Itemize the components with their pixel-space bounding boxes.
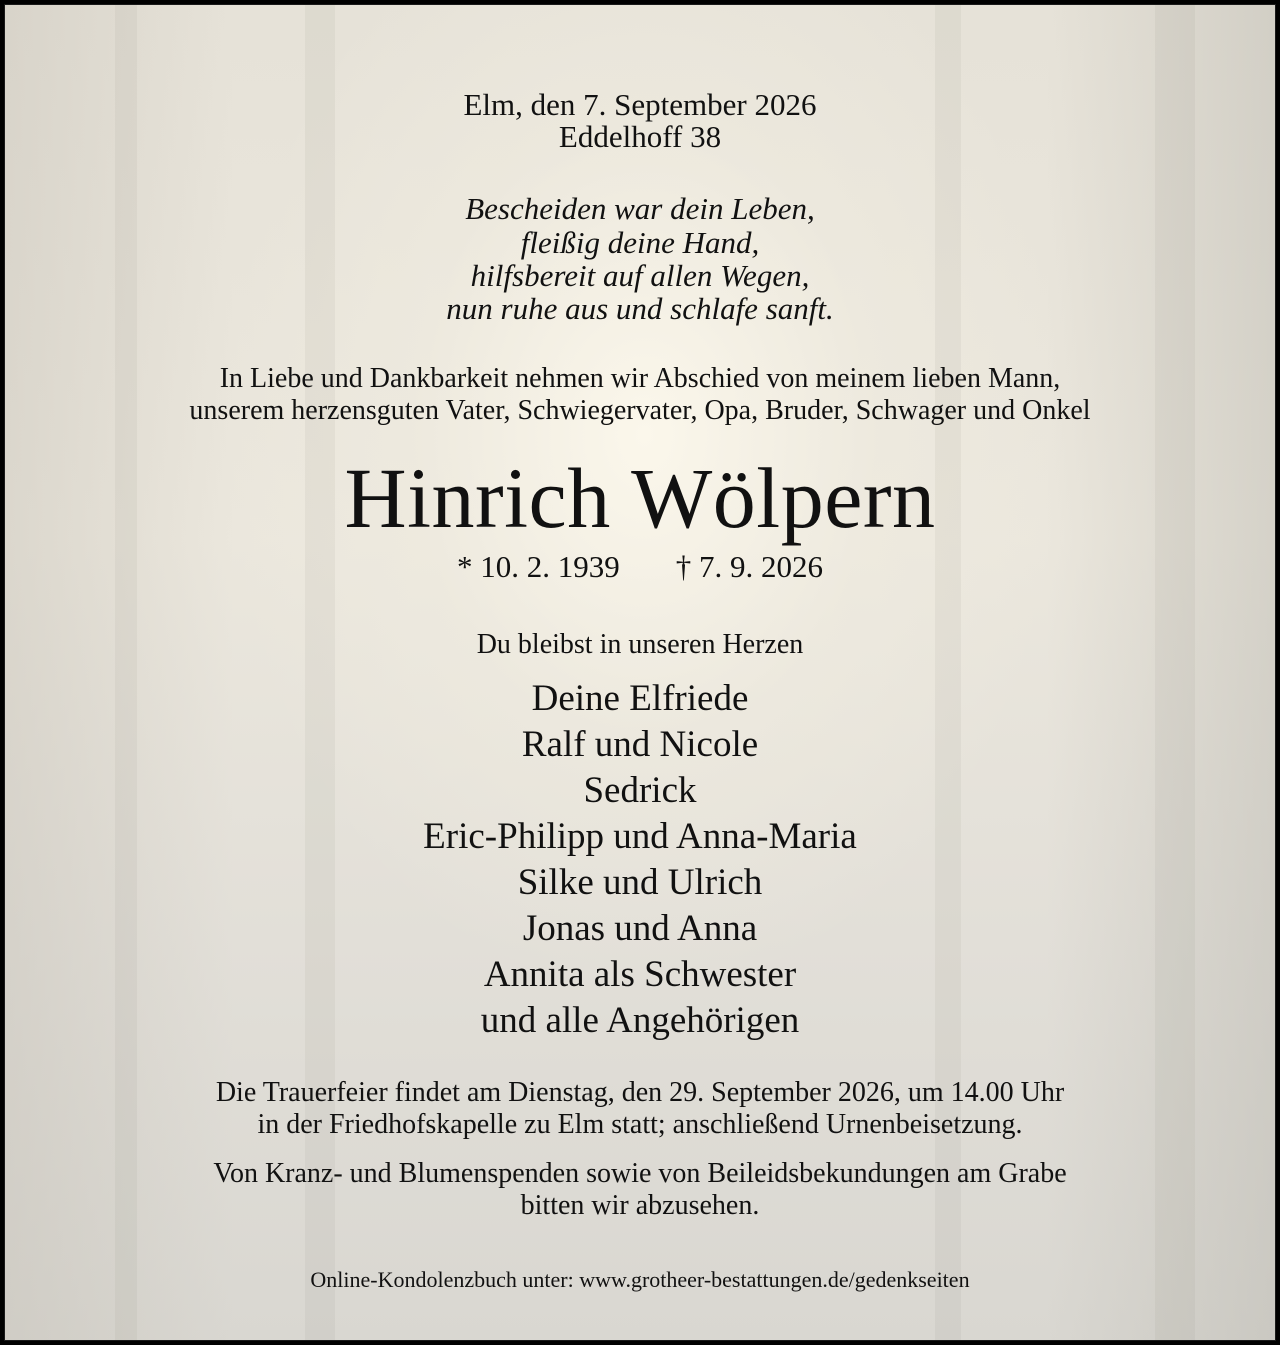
obituary-notice [4, 4, 1276, 1341]
mourner-line: Jonas und Anna [522, 908, 758, 949]
mourner-line: Annita als Schwester [483, 954, 797, 995]
poem-line: nun ruhe aus und schlafe sanft. [446, 291, 834, 326]
request-line: bitten wir abzusehen. [520, 1190, 760, 1221]
online-condolence-line: Online-Kondolenzbuch unter: www.grotheer-bestattungen.de/gedenkseiten [310, 1267, 970, 1292]
poem-line: Bescheiden war dein Leben, [465, 191, 815, 226]
mourner-line: Silke und Ulrich [517, 862, 763, 903]
service-line: Die Trauerfeier findet am Dienstag, den 29. September 2026, um 14.00 Uhr [215, 1077, 1065, 1108]
mourner-line: Sedrick [583, 770, 697, 811]
deceased-name: Hinrich Wölpern [344, 450, 936, 546]
mourner-line: Eric-Philipp und Anna-Maria [423, 816, 857, 857]
request-line: Von Kranz- und Blumenspenden sowie von Beileidsbekundungen am Grabe [213, 1158, 1067, 1189]
death-date: † 7. 9. 2026 [675, 549, 823, 584]
mourner-line: Ralf und Nicole [521, 724, 759, 765]
mourner-line: und alle Angehörigen [480, 1000, 800, 1041]
intro-line: In Liebe und Dankbarkeit nehmen wir Abschied von meinem lieben Mann, [219, 363, 1061, 394]
poem-line: fleißig deine Hand, [520, 225, 760, 260]
service-line: in der Friedhofskapelle zu Elm statt; anschließend Urnenbeisetzung. [257, 1109, 1023, 1140]
life-dates [5, 551, 1275, 582]
address: Eddelhoff 38 [558, 119, 722, 154]
remembrance-line: Du bleibst in unseren Herzen [476, 629, 804, 660]
poem-line: hilfsbereit auf allen Wegen, [470, 258, 810, 293]
mourner-line: Deine Elfriede [531, 678, 749, 719]
birth-date: * 10. 2. 1939 [457, 549, 620, 584]
intro-line: unserem herzensguten Vater, Schwiegervater, Opa, Bruder, Schwager und Onkel [189, 395, 1091, 426]
place-date: Elm, den 7. September 2026 [463, 87, 817, 122]
